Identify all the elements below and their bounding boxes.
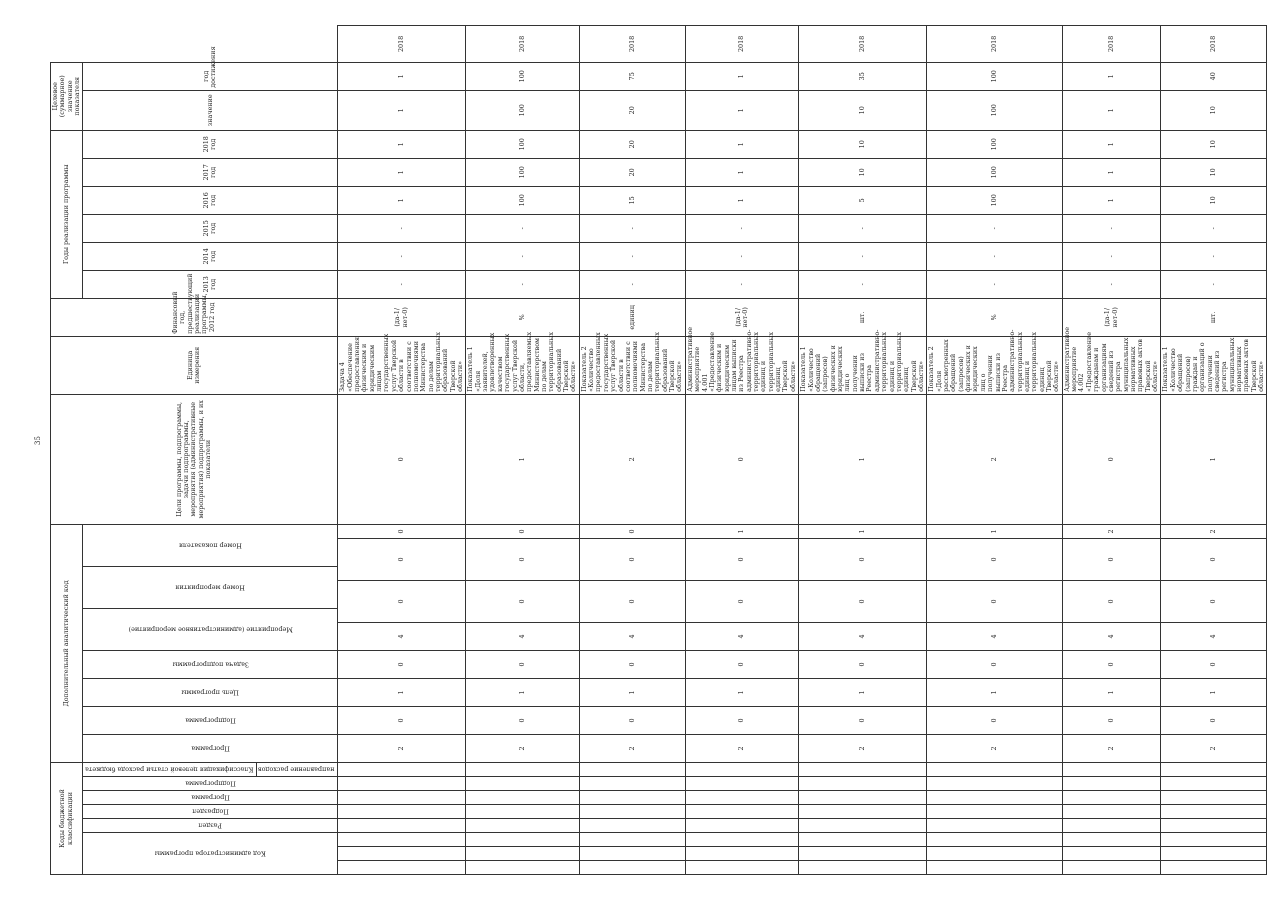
budget-code-cell (799, 791, 927, 805)
row-y2016: 10 (1161, 158, 1267, 186)
budget-code-cell (685, 805, 798, 819)
budget-code-cell (927, 762, 1062, 776)
code-digit: 1 (799, 394, 927, 524)
code-digit: 0 (1161, 580, 1267, 622)
row-target-value: 1 (1062, 62, 1161, 90)
table-row (685, 26, 798, 875)
task-header: Задача подпрограммы (83, 650, 338, 678)
goal-header: Цель программы (83, 678, 338, 706)
code-digit: 1 (799, 524, 927, 538)
row-unit: % (927, 298, 1062, 336)
row-target-year: 2018 (338, 26, 466, 63)
program-indicators-table (50, 25, 1267, 875)
budget-code-cell (338, 791, 466, 805)
row-y2018: 1 (338, 90, 466, 130)
row-target-value: 1 (685, 62, 798, 90)
budget-code-cell (927, 777, 1062, 791)
target-year-header: год достижения (83, 62, 338, 90)
row-y2018: 100 (466, 90, 579, 130)
code-digit: 2 (1161, 524, 1267, 538)
code-digit: 0 (466, 524, 579, 538)
additional-code-header: Дополнительный аналитический код (51, 524, 83, 762)
code-digit: 2 (1062, 734, 1161, 762)
budget-code-cell (579, 805, 685, 819)
table-row (466, 26, 579, 875)
expense-direction-header: направление расходов (256, 762, 337, 776)
row-unit: единиц (579, 298, 685, 336)
budget-code-cell (1161, 791, 1267, 805)
code-digit: 1 (1161, 678, 1267, 706)
y2018-header: 2018 год (83, 130, 338, 158)
row-unit: шт. (1161, 298, 1267, 336)
target-header: Целевое (суммарное) значение показателя (51, 62, 83, 130)
event-num-header: Номер мероприятия (83, 566, 338, 608)
y2013-header: 2013 год (83, 270, 338, 298)
budget-code-cell (579, 777, 685, 791)
row-y2016: 1 (338, 158, 466, 186)
budget-code-cell (338, 762, 466, 776)
page-number: 35 (34, 436, 42, 445)
table-row (1062, 26, 1161, 875)
code-digit: 4 (579, 622, 685, 650)
code-digit: 0 (1062, 580, 1161, 622)
budget-code-cell (1161, 833, 1267, 847)
row-y2015: 1 (1062, 186, 1161, 214)
row-target-value: 75 (579, 62, 685, 90)
row-y2014: - (927, 214, 1062, 242)
code-digit: 0 (685, 538, 798, 580)
row-target-year: 2018 (466, 26, 579, 63)
budget-code-cell (1161, 847, 1267, 861)
code-digit: 0 (927, 538, 1062, 580)
budget-code-cell (338, 861, 466, 875)
row-y2016: 20 (579, 158, 685, 186)
budget-code-cell (338, 805, 466, 819)
budget-code-cell (685, 847, 798, 861)
code-digit: 2 (685, 734, 798, 762)
code-digit: 0 (466, 580, 579, 622)
code-digit: 1 (927, 524, 1062, 538)
budget-code-cell (685, 833, 798, 847)
row-unit: (да-1/нет-0) (338, 298, 466, 336)
code-digit: 1 (685, 524, 798, 538)
row-y2017: 100 (466, 130, 579, 158)
code-digit: 0 (799, 538, 927, 580)
code-digit: 4 (466, 622, 579, 650)
code-digit: 0 (579, 706, 685, 734)
row-prev-value: - (685, 270, 798, 298)
table-body (338, 26, 1267, 875)
row-y2014: - (579, 214, 685, 242)
row-unit: % (466, 298, 579, 336)
row-prev-value: - (338, 270, 466, 298)
code-digit: 0 (927, 706, 1062, 734)
code-digit: 2 (579, 394, 685, 524)
code-digit: 0 (685, 706, 798, 734)
row-name: Показатель 2 «Количество предоставленных государственных услуг Тверской области в соответствии с полномочиями Министерства по делам территориальных образований Тверской области» (579, 336, 685, 394)
y2017-header: 2017 год (83, 158, 338, 186)
row-y2013: - (1161, 242, 1267, 270)
row-y2013: - (579, 242, 685, 270)
row-y2016: 1 (1062, 158, 1161, 186)
budget-code-cell (579, 833, 685, 847)
budget-code-cell (466, 819, 579, 833)
code-digit: 1 (799, 678, 927, 706)
row-name: Показатель 2 «Доля рассмотренных обращений (запросов) физических и юридических лиц о получении выписки из Реестра административно-территориальных единиц и территориальных единиц Тверской области» (927, 336, 1062, 394)
code-digit: 0 (338, 538, 466, 580)
table-row (579, 26, 685, 875)
row-y2018: 100 (927, 90, 1062, 130)
row-y2018: 10 (1161, 90, 1267, 130)
code-digit: 0 (579, 524, 685, 538)
table-row (927, 26, 1062, 875)
row-y2016: 100 (927, 158, 1062, 186)
code-digit: 1 (466, 678, 579, 706)
row-unit: (да-1/нет-0) (685, 298, 798, 336)
row-y2018: 10 (799, 90, 927, 130)
years-header: Годы реализации программы (51, 130, 83, 298)
code-digit: 0 (799, 706, 927, 734)
budget-code-cell (466, 777, 579, 791)
code-digit: 0 (927, 650, 1062, 678)
row-y2013: - (338, 242, 466, 270)
code-digit: 0 (466, 706, 579, 734)
row-y2017: 1 (685, 130, 798, 158)
row-y2017: 10 (1161, 130, 1267, 158)
budget-code-cell (799, 777, 927, 791)
table-row (338, 26, 466, 875)
code-digit: 2 (1062, 524, 1161, 538)
row-target-value: 40 (1161, 62, 1267, 90)
row-y2017: 1 (338, 130, 466, 158)
budget-code-cell (466, 805, 579, 819)
code-digit: 0 (466, 650, 579, 678)
budget-codes-header: Коды бюджетной классификации (51, 762, 83, 874)
code-digit: 4 (685, 622, 798, 650)
code-digit: 1 (466, 394, 579, 524)
budget-code-cell (799, 847, 927, 861)
budget-code-cell (927, 861, 1062, 875)
budget-code-cell (927, 833, 1062, 847)
budget-code-cell (466, 762, 579, 776)
row-y2015: 1 (338, 186, 466, 214)
finance-prev-header: Финансовый год, предшествующий реализации программы, 2012 год (51, 298, 338, 336)
row-y2015: 100 (927, 186, 1062, 214)
budget-code-cell (1062, 791, 1161, 805)
code-digit: 4 (1161, 622, 1267, 650)
budget-code-cell (799, 762, 927, 776)
row-name: Показатель 1 «Количество обращений (запросов) физических и юридических лиц о получении выписки из Реестра административно-территориальных единиц и территориальных единиц Тверской области» (799, 336, 927, 394)
row-y2014: - (338, 214, 466, 242)
row-target-value: 35 (799, 62, 927, 90)
code-digit: 1 (1161, 394, 1267, 524)
row-target-year: 2018 (927, 26, 1062, 63)
budget-code-cell (927, 805, 1062, 819)
row-name: Административное мероприятие 4.001 «Предоставление физическим и юридическим лицам выписки из Реестра административно-территориальных единиц и территориальных единиц Тверской области» (685, 336, 798, 394)
budget-code-cell (685, 861, 798, 875)
code-digit: 4 (1062, 622, 1161, 650)
row-target-value: 1 (338, 62, 466, 90)
row-target-value: 100 (466, 62, 579, 90)
code-digit: 2 (799, 734, 927, 762)
code-digit: 4 (799, 622, 927, 650)
code-digit: 0 (1062, 706, 1161, 734)
code-digit: 0 (799, 650, 927, 678)
program-table-sheet (50, 25, 1266, 875)
budget-code-cell (1161, 819, 1267, 833)
row-y2014: - (466, 214, 579, 242)
code-digit: 4 (338, 622, 466, 650)
row-y2015: 5 (799, 186, 927, 214)
budget-code-cell (466, 833, 579, 847)
row-name: Административное мероприятие 4.002 «Предоставление гражданам и организациям сведений из регистра муниципальных нормативных правовых актов Тверской области» (1062, 336, 1161, 394)
code-digit: 0 (1062, 650, 1161, 678)
budget-code-cell (338, 777, 466, 791)
row-y2018: 1 (685, 90, 798, 130)
budget-code-cell (799, 819, 927, 833)
budget-code-cell (799, 805, 927, 819)
code-digit: 0 (466, 538, 579, 580)
row-prev-value: - (927, 270, 1062, 298)
row-y2018: 1 (1062, 90, 1161, 130)
row-target-year: 2018 (579, 26, 685, 63)
row-y2013: - (466, 242, 579, 270)
code-digit: 0 (1161, 706, 1267, 734)
budget-code-cell (1161, 762, 1267, 776)
y2016-header: 2016 год (83, 186, 338, 214)
row-prev-value: - (799, 270, 927, 298)
razdel-header: Раздел (83, 819, 338, 833)
row-y2013: - (799, 242, 927, 270)
row-y2014: - (1062, 214, 1161, 242)
code-digit: 1 (1062, 678, 1161, 706)
code-digit: 0 (579, 538, 685, 580)
row-y2018: 20 (579, 90, 685, 130)
budget-code-cell (1062, 819, 1161, 833)
budget-code-cell (1161, 861, 1267, 875)
code-digit: 0 (579, 580, 685, 622)
row-y2015: 1 (685, 186, 798, 214)
budget-code-cell (1062, 861, 1161, 875)
row-y2016: 10 (799, 158, 927, 186)
code-digit: 2 (927, 734, 1062, 762)
budget-code-cell (338, 833, 466, 847)
row-y2016: 1 (685, 158, 798, 186)
subprogram-header: Подпрограмма (83, 777, 338, 791)
code-digit: 1 (685, 678, 798, 706)
budget-code-cell (579, 819, 685, 833)
row-y2017: 20 (579, 130, 685, 158)
row-y2013: - (1062, 242, 1161, 270)
row-y2013: - (685, 242, 798, 270)
budget-code-cell (579, 791, 685, 805)
code-digit: 0 (685, 650, 798, 678)
row-y2017: 100 (927, 130, 1062, 158)
code-digit: 1 (338, 678, 466, 706)
code-digit: 0 (338, 650, 466, 678)
row-target-year: 2018 (685, 26, 798, 63)
code-digit: 4 (927, 622, 1062, 650)
code-digit: 2 (927, 394, 1062, 524)
name-header: Цели программы, подпрограммы, задачи подпрограммы, мероприятия (административные мероприятия) подпрограммы, и их показатели (51, 394, 338, 524)
code-digit: 0 (1062, 394, 1161, 524)
budget-code-cell (1062, 847, 1161, 861)
code-digit: 0 (1161, 538, 1267, 580)
expense-class-header: Классификация целевой статьи расхода бюджета (83, 762, 257, 776)
event-header: Мероприятие (административное мероприятие) (83, 608, 338, 650)
budget-code-cell (685, 777, 798, 791)
budget-code-cell (685, 819, 798, 833)
budget-code-cell (927, 847, 1062, 861)
budget-code-cell (685, 791, 798, 805)
budget-code-cell (685, 762, 798, 776)
code-digit: 0 (685, 394, 798, 524)
indicator-num-header: Номер показателя (83, 524, 338, 566)
budget-code-cell (1062, 805, 1161, 819)
row-unit: шт. (799, 298, 927, 336)
budget-code-cell (466, 791, 579, 805)
row-target-year: 2018 (1161, 26, 1267, 63)
table-row (799, 26, 927, 875)
code-digit: 0 (338, 394, 466, 524)
budget-code-cell (1161, 805, 1267, 819)
row-y2015: 10 (1161, 186, 1267, 214)
budget-code-cell (799, 833, 927, 847)
row-prev-value: - (579, 270, 685, 298)
code-digit: 2 (466, 734, 579, 762)
row-y2017: 10 (799, 130, 927, 158)
table-row (1161, 26, 1267, 875)
row-y2016: 100 (466, 158, 579, 186)
code-digit: 0 (579, 650, 685, 678)
row-prev-value: - (1161, 270, 1267, 298)
target-value-header: значение (83, 90, 338, 130)
budget-code-cell (579, 847, 685, 861)
budget-code-cell (1062, 777, 1161, 791)
budget-code-cell (927, 791, 1062, 805)
code-digit: 2 (1161, 734, 1267, 762)
code-digit: 2 (338, 734, 466, 762)
row-prev-value: - (466, 270, 579, 298)
budget-code-cell (1062, 833, 1161, 847)
row-y2015: 15 (579, 186, 685, 214)
podrazdel-header: Подраздел (83, 805, 338, 819)
row-y2014: - (1161, 214, 1267, 242)
row-name: Показатель 1 «Доля заявителей, удовлетворенных качеством государственных услуг Тверской области, предоставляемых Министерством по делам территориальных образований Тверской области» (466, 336, 579, 394)
row-y2017: 1 (1062, 130, 1161, 158)
code-digit: 1 (579, 678, 685, 706)
budget-code-cell (338, 847, 466, 861)
row-target-year: 2018 (1062, 26, 1161, 63)
row-name: Задача 4 «Обеспечение предоставления физическим и юридическим лицам государственных услуг Тверской области в соответствии с полномочиями Министерства по делам территориальных образований Тверской области» (338, 336, 466, 394)
budget-code-cell (466, 847, 579, 861)
row-y2014: - (799, 214, 927, 242)
budget-code-cell (1161, 777, 1267, 791)
budget-code-cell (579, 861, 685, 875)
budget-code-cell (579, 762, 685, 776)
budget-code-cell (466, 861, 579, 875)
add-subprogram-header: Подпрограмма (83, 706, 338, 734)
code-digit: 1 (927, 678, 1062, 706)
row-y2013: - (927, 242, 1062, 270)
admin-code-header: Код администратора программы (83, 833, 338, 875)
add-program-header: Программа (83, 734, 338, 762)
code-digit: 0 (1062, 538, 1161, 580)
unit-header: Единица измерения (51, 336, 338, 394)
row-prev-value: - (1062, 270, 1161, 298)
y2015-header: 2015 год (83, 214, 338, 242)
code-digit: 0 (1161, 650, 1267, 678)
row-name: Показатель 1 «Количество обращений (запросов) граждан и организаций о получении сведений из регистра муниципальных нормативных правовых актов Тверской области» (1161, 336, 1267, 394)
code-digit: 0 (338, 580, 466, 622)
y2014-header: 2014 год (83, 242, 338, 270)
budget-code-cell (1062, 762, 1161, 776)
row-target-year: 2018 (799, 26, 927, 63)
row-y2014: - (685, 214, 798, 242)
program-header: Программа (83, 791, 338, 805)
code-digit: 0 (338, 706, 466, 734)
budget-code-cell (927, 819, 1062, 833)
code-digit: 0 (799, 580, 927, 622)
row-target-value: 100 (927, 62, 1062, 90)
code-digit: 0 (927, 580, 1062, 622)
code-digit: 2 (579, 734, 685, 762)
row-unit: (да-1/нет-0) (1062, 298, 1161, 336)
budget-code-cell (338, 819, 466, 833)
code-digit: 0 (338, 524, 466, 538)
budget-code-cell (799, 861, 927, 875)
code-digit: 0 (685, 580, 798, 622)
row-y2015: 100 (466, 186, 579, 214)
